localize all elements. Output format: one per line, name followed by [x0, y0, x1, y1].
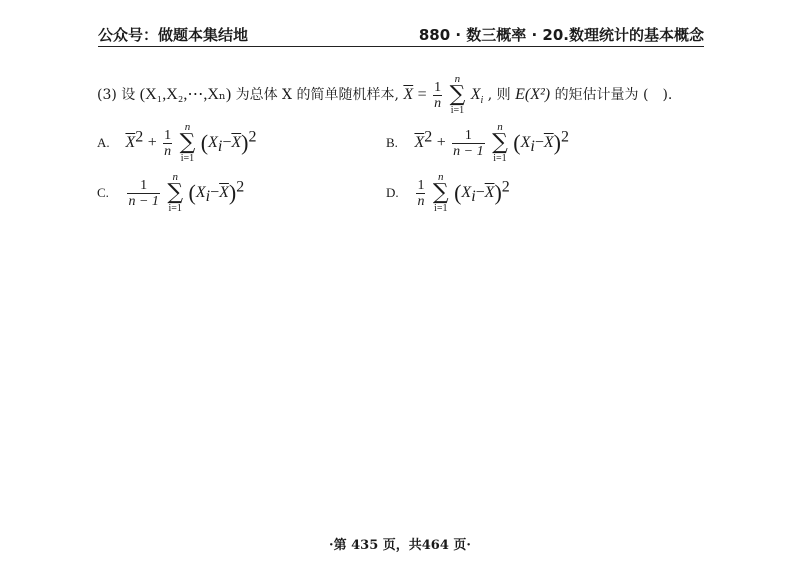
- fraction-1-over-n: $\frac{1}{n}$: [434, 79, 442, 111]
- expectation-term: E(X²): [515, 86, 551, 103]
- question-text-after: , 则: [487, 87, 511, 103]
- question-text-end: 的矩估计量为 ( ).: [554, 87, 673, 103]
- option-d[interactable]: D. $\frac{1}{n}$ n ∑ i=1 $(X_i-\overline{X})^2$: [386, 171, 510, 214]
- question-text-before: 设: [121, 87, 136, 103]
- summation: n ∑ i=1: [449, 73, 466, 116]
- question-stem: [97, 74, 672, 116]
- option-a[interactable]: A. $\overline{X}^2$ + $\frac{1}{n}$ n ∑ i=1 $(X_i-\overline{X})^2$: [97, 121, 257, 164]
- question-number: (3): [97, 87, 117, 103]
- page-footer: ·第 435 页，共464 页·: [329, 538, 471, 553]
- option-b-label: B.: [386, 135, 398, 150]
- xi-term: $X_i$: [470, 86, 484, 107]
- option-c[interactable]: C. $\frac{1}{n - 1}$ n ∑ i=1 $(X_i-\overline{X})^2$: [97, 171, 245, 214]
- page-header: [98, 20, 704, 47]
- option-d-label: D.: [386, 185, 399, 200]
- header-chapter: 880 · 数三概率 · 20.数理统计的基本概念: [418, 26, 704, 44]
- option-b[interactable]: B. $\overline{X}^2$ + $\frac{1}{n - 1}$ n ∑ i=1 $(X_i-\overline{X})^2$: [386, 121, 569, 164]
- sample-mean-symbol: $\overline{X}$: [403, 86, 414, 103]
- sample-vector: (X₁,X₂,⋯,Xₙ): [139, 86, 232, 103]
- equals-sign: =: [417, 86, 427, 103]
- option-a-label: A.: [97, 135, 110, 150]
- option-c-label: C.: [97, 185, 109, 200]
- question-text-mid: 为总体 X 的简单随机样本,: [235, 87, 399, 103]
- header-source: 公众号：做题本集结地: [98, 26, 249, 44]
